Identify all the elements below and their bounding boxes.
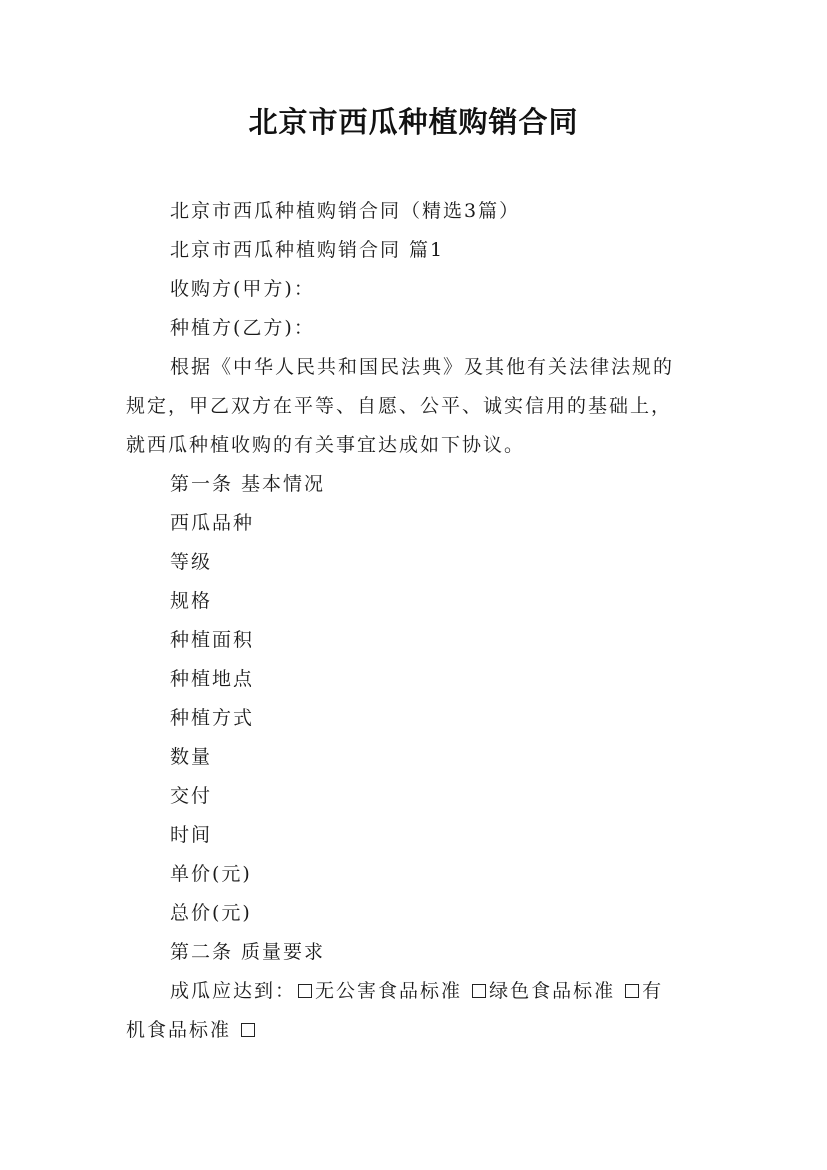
field-quantity: 数量 [170,746,213,768]
checkbox-organic[interactable] [625,984,639,998]
field-area: 种植面积 [170,629,255,651]
field-location: 种植地点 [170,668,255,690]
preamble-line-1: 根据《中华人民共和国民法典》及其他有关法律法规的 [170,356,675,378]
field-total-price: 总价(元) [170,902,252,924]
quality-prefix: 成瓜应达到： [170,980,297,1002]
option-green-food: 绿色食品标准 [489,980,616,1002]
option-organic-part1: 有 [642,980,664,1002]
buyer-line: 收购方(甲方)： [170,278,315,300]
checkbox-pollution-free[interactable] [298,984,312,998]
checkbox-other[interactable] [241,1023,255,1037]
field-delivery: 交付 [170,785,213,807]
checkbox-green-food[interactable] [472,984,486,998]
quality-line-1 [170,979,663,1003]
field-unit-price: 单价(元) [170,863,252,885]
subtitle-line: 北京市西瓜种植购销合同（精选3篇） [170,200,521,222]
option-organic-part2: 机食品标准 [126,1019,232,1041]
field-grade: 等级 [170,551,213,573]
section-heading: 北京市西瓜种植购销合同 篇1 [170,239,445,261]
grower-line: 种植方(乙方)： [170,317,315,339]
option-pollution-free: 无公害食品标准 [315,980,463,1002]
quality-line-2 [126,1018,258,1042]
field-variety: 西瓜品种 [170,512,255,534]
article-2-heading: 第二条 质量要求 [170,941,326,963]
field-time: 时间 [170,824,213,846]
document-title: 北京市西瓜种植购销合同 [248,105,579,139]
field-method: 种植方式 [170,707,255,729]
field-spec: 规格 [170,590,213,612]
preamble-line-2: 规定，甲乙双方在平等、自愿、公平、诚实信用的基础上， [126,395,673,417]
preamble-line-3: 就西瓜种植收购的有关事宜达成如下协议。 [126,434,526,456]
article-1-heading: 第一条 基本情况 [170,473,326,495]
